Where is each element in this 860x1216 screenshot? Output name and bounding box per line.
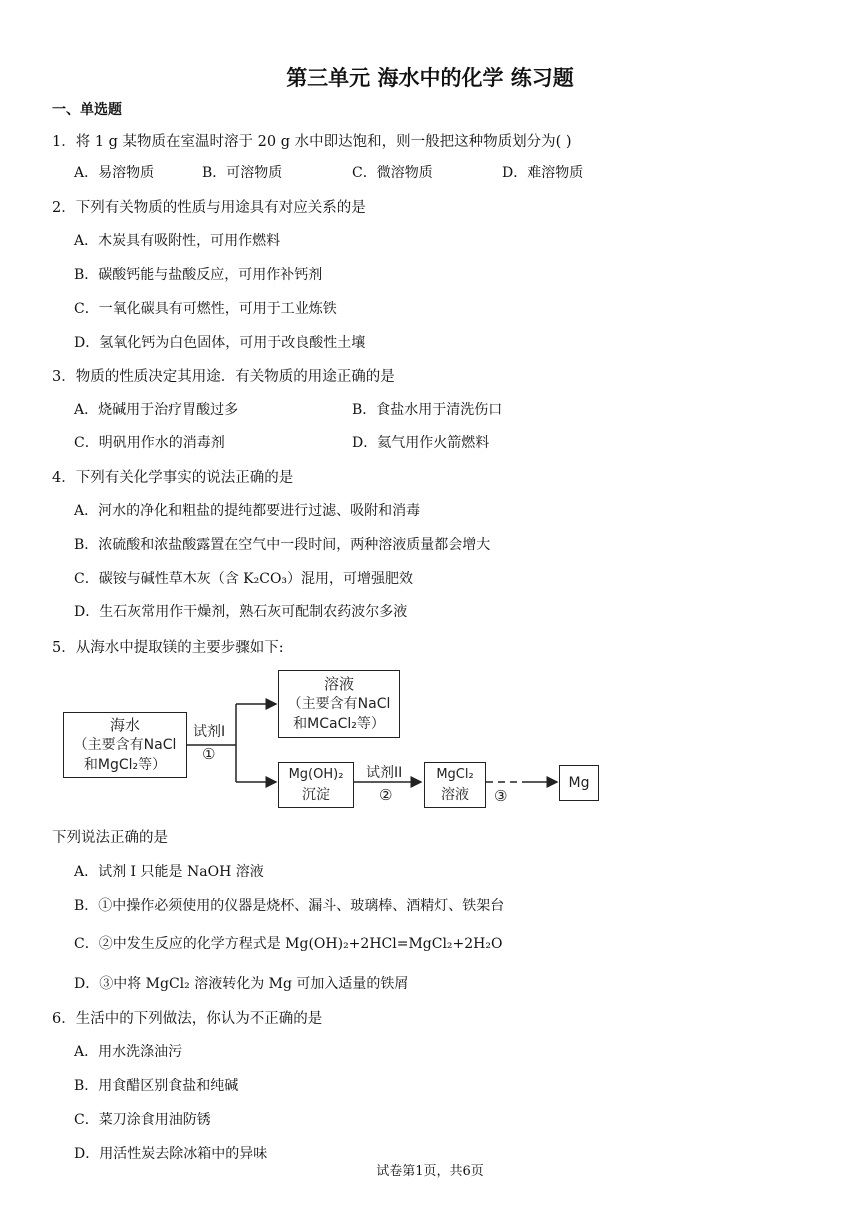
seawater-composition-1: （主要含有NaCl xyxy=(73,737,177,753)
q2-option-a[interactable]: A．木炭具有吸附性，可用作燃料 xyxy=(74,233,281,249)
mgoh2-label: Mg(OH)₂ xyxy=(288,767,344,782)
precipitate-label: 沉淀 xyxy=(302,787,330,803)
reagent-2-label: 试剂II xyxy=(366,765,403,781)
step-1-marker: ① xyxy=(202,745,216,763)
q5-option-c[interactable]: C．②中发生反应的化学方程式是 Mg(OH)₂+2HCl=MgCl₂+2H₂O xyxy=(74,936,503,952)
question-6-stem: 6．生活中的下列做法，你认为不正确的是 xyxy=(52,1011,323,1027)
q3-option-a[interactable]: A．烧碱用于治疗胃酸过多 xyxy=(74,402,239,418)
q3-option-d[interactable]: D．氦气用作火箭燃料 xyxy=(352,435,490,451)
solution-composition-1: （主要含有NaCl xyxy=(287,696,391,712)
seawater-box xyxy=(63,712,187,778)
question-5-stem: 5．从海水中提取镁的主要步骤如下: xyxy=(52,640,284,656)
q6-option-a[interactable]: A．用水洗涤油污 xyxy=(74,1044,183,1060)
seawater-composition-2: 和MgCl₂等） xyxy=(83,757,167,773)
q6-option-c[interactable]: C．菜刀涂食用油防锈 xyxy=(74,1112,211,1128)
q3-option-b[interactable]: B．食盐水用于清洗伤口 xyxy=(352,402,503,418)
mgcl2-box xyxy=(424,762,486,808)
q5-option-a[interactable]: A．试剂 I 只能是 NaOH 溶液 xyxy=(74,864,264,880)
step-3-marker: ③ xyxy=(494,787,508,805)
q2-option-d[interactable]: D．氢氧化钙为白色固体，可用于改良酸性土壤 xyxy=(74,335,366,351)
q1-option-a[interactable]: A．易溶物质 xyxy=(74,165,155,181)
question-1-stem: 1．将 1 g 某物质在室温时溶于 20 g 水中即达饱和，则一般把这种物质划分为( ) xyxy=(52,134,572,150)
mg-box xyxy=(559,765,599,801)
q2-option-b[interactable]: B．碳酸钙能与盐酸反应，可用作补钙剂 xyxy=(74,267,323,283)
section-heading: 一、单选题 xyxy=(52,102,122,118)
step-2-marker: ② xyxy=(379,786,393,804)
solution-composition-2: 和MCaCl₂等） xyxy=(293,716,385,732)
q6-option-d[interactable]: D．用活性炭去除冰箱中的异味 xyxy=(74,1146,268,1162)
question-2-stem: 2．下列有关物质的性质与用途具有对应关系的是 xyxy=(52,200,366,216)
page-title: 第三单元 海水中的化学 练习题 xyxy=(286,66,574,90)
q1-option-b[interactable]: B．可溶物质 xyxy=(202,165,283,181)
q4-option-a[interactable]: A．河水的净化和粗盐的提纯都要进行过滤、吸附和消毒 xyxy=(74,503,421,519)
mg-label: Mg xyxy=(568,775,590,791)
q5-option-d[interactable]: D．③中将 MgCl₂ 溶液转化为 Mg 可加入适量的铁屑 xyxy=(74,976,409,992)
q4-option-c[interactable]: C．碳铵与碱性草木灰（含 K₂CO₃）混用，可增强肥效 xyxy=(74,571,414,587)
page-footer: 试卷第1页，共6页 xyxy=(376,1164,484,1179)
solution-label: 溶液 xyxy=(323,675,354,693)
q1-option-c[interactable]: C．微溶物质 xyxy=(352,165,433,181)
q4-option-d[interactable]: D．生石灰常用作干燥剂，熟石灰可配制农药波尔多液 xyxy=(74,604,408,620)
q3-option-c[interactable]: C．明矾用作水的消毒剂 xyxy=(74,435,225,451)
q2-option-c[interactable]: C．一氧化碳具有可燃性，可用于工业炼铁 xyxy=(74,301,337,317)
reagent-1-label: 试剂I xyxy=(193,724,226,740)
question-3-stem: 3．物质的性质决定其用途．有关物质的用途正确的是 xyxy=(52,369,395,385)
mgcl2-label: MgCl₂ xyxy=(436,767,474,782)
q6-option-b[interactable]: B．用食醋区别食盐和纯碱 xyxy=(74,1078,239,1094)
seawater-label: 海水 xyxy=(109,716,140,734)
q4-option-b[interactable]: B．浓硫酸和浓盐酸露置在空气中一段时间，两种溶液质量都会增大 xyxy=(74,537,491,553)
question-5-prompt: 下列说法正确的是 xyxy=(52,830,168,846)
q1-option-d[interactable]: D．难溶物质 xyxy=(502,165,584,181)
q5-option-b[interactable]: B．①中操作必须使用的仪器是烧杯、漏斗、玻璃棒、酒精灯、铁架台 xyxy=(74,898,505,914)
question-4-stem: 4．下列有关化学事实的说法正确的是 xyxy=(52,470,294,486)
solution-box xyxy=(278,670,400,738)
mgcl2-solution-label: 溶液 xyxy=(441,787,469,803)
mgoh2-box xyxy=(278,762,354,808)
